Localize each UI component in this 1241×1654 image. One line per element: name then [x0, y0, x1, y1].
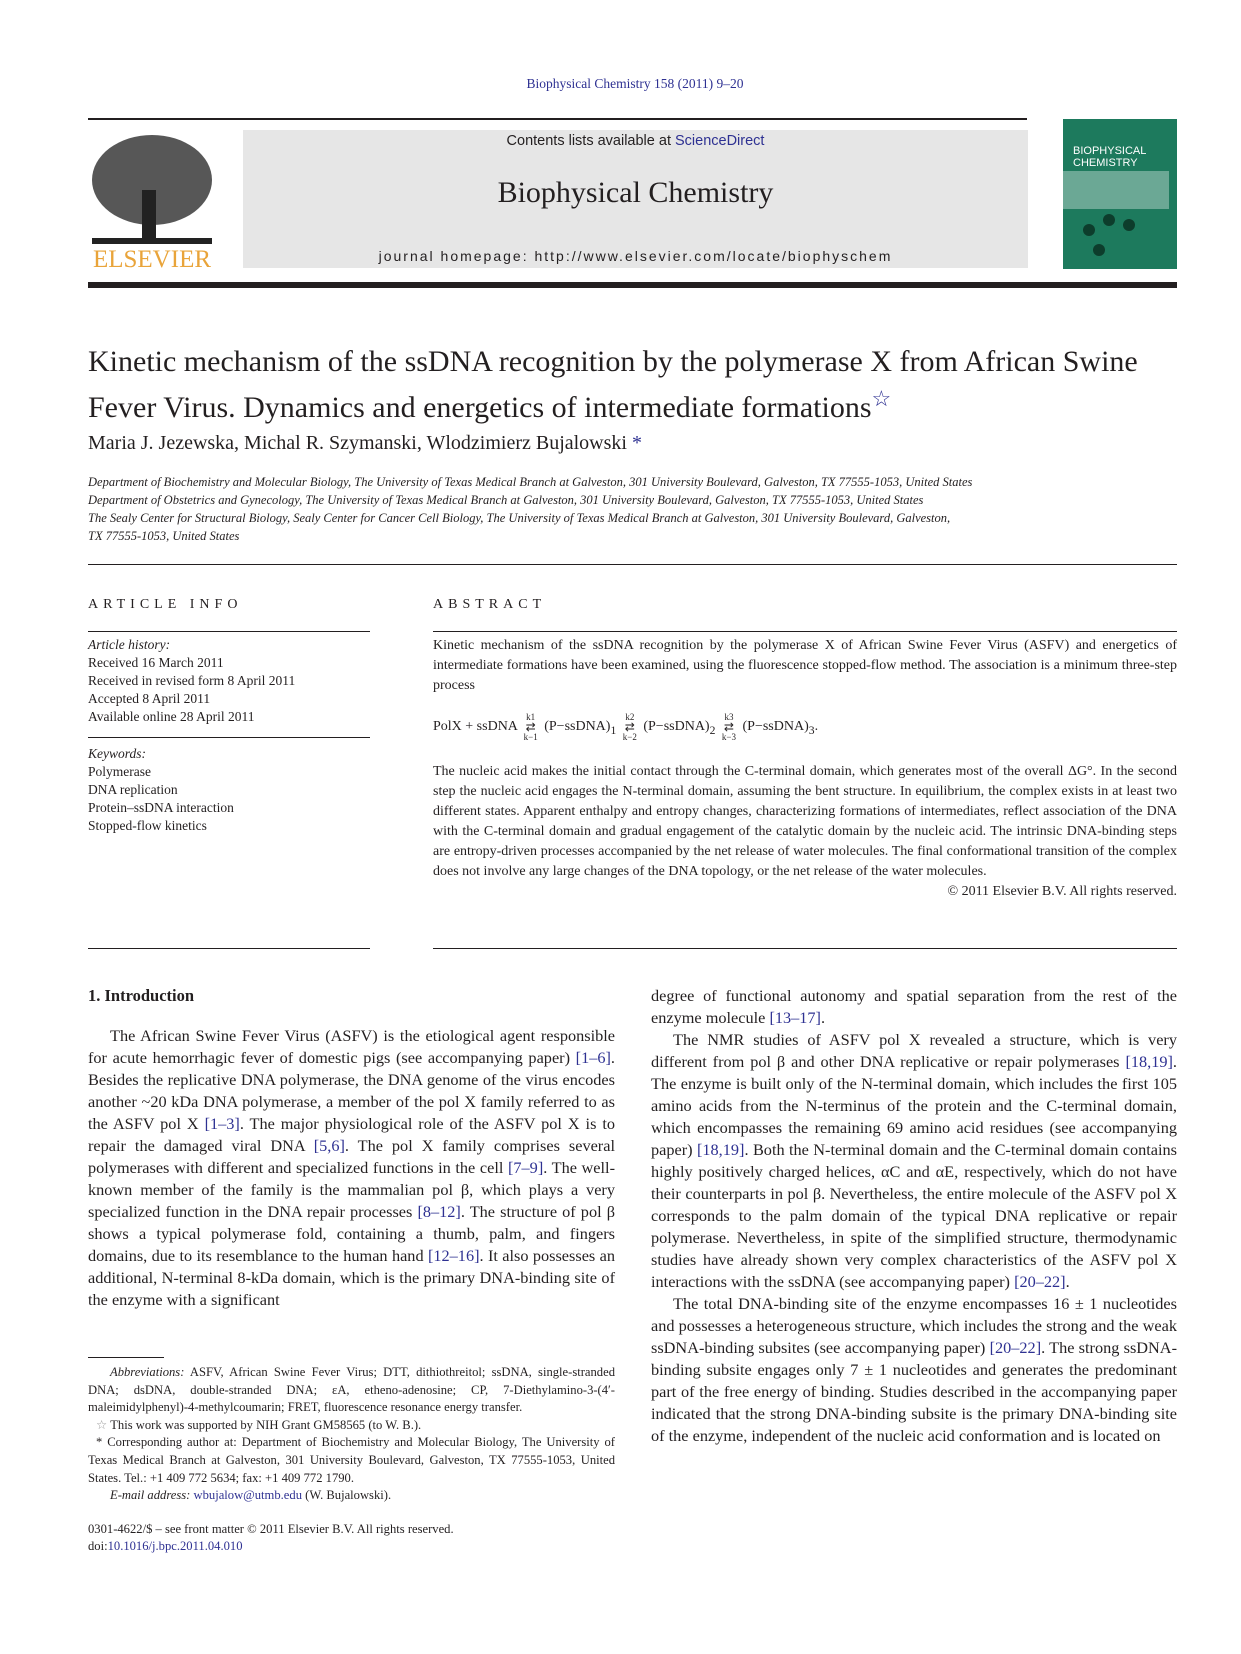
- rate-constant: k3: [724, 712, 734, 722]
- rate-constant: k−3: [721, 732, 736, 742]
- abstract-paragraph: The nucleic acid makes the initial contact through the C-terminal domain, which generates most of the overall ΔG°. In the second step the nucleic acid engages the N-terminal domain, assuming the bent structure. In equilibrium, the complex exists in at least two different states. Apparent enthalpy and entropy changes, characterizing formations of intermediates, reflect association of the DNA with the C-terminal domain and gradual engagement of the catalytic domain by the nucleic acid. The intrinsic DNA-binding steps are entropy-driven processes accompanied by the net release of water molecules. The final conformational transition of the complex does not involve any large changes of the DNA topology, or the net release of the water molecules.: [433, 764, 1177, 879]
- affiliation: TX 77555-1053, United States: [88, 529, 240, 543]
- doi-line: doi:10.1016/j.bpc.2011.04.010: [88, 1539, 243, 1554]
- abstract-body: [433, 636, 1177, 902]
- rate-constant: k1: [526, 712, 536, 722]
- journal-cover: [1063, 119, 1177, 269]
- citation-link[interactable]: [18,19]: [696, 1140, 745, 1159]
- section-heading: 1. Introduction: [88, 986, 195, 1005]
- abstract-heading: ABSTRACT: [433, 597, 547, 612]
- citation-link[interactable]: [20–22]: [1014, 1272, 1066, 1291]
- author-names: Maria J. Jezewska, Michal R. Szymanski, Wlodzimierz Bujalowski: [88, 432, 627, 454]
- citation-link[interactable]: [18,19]: [1125, 1052, 1173, 1071]
- email-link[interactable]: wbujalow@utmb.edu: [193, 1488, 302, 1503]
- keywords-label: Keywords:: [88, 746, 146, 761]
- eq-term: (P−ssDNA): [544, 719, 611, 735]
- eq-subscript: 3: [808, 724, 815, 738]
- keywords: [88, 745, 370, 835]
- divider: [88, 948, 370, 949]
- abstract-paragraph: Kinetic mechanism of the ssDNA recognition by the polymerase X of African Swine Fever Virus (ASFV) and energetics of intermediate formations have been examined, using the fluorescence stopped-flow method. The association is a minimum three-step process: [433, 638, 1177, 693]
- rate-constant: k2: [625, 712, 635, 722]
- cover-title: BIOPHYSICAL CHEMISTRY: [1073, 145, 1146, 169]
- rate-constant: k−2: [622, 732, 637, 742]
- authors: [88, 432, 642, 455]
- keyword: Protein–ssDNA interaction: [88, 800, 234, 815]
- footnotes: [88, 1364, 615, 1556]
- divider: [88, 118, 1027, 120]
- intro-paragraph: The African Swine Fever Virus (ASFV) is the etiological agent responsible for acute hemorrhagic fever of domestic pigs (see accompanying paper) [1–6]. Besides the replicative DNA polymerase, the DNA genome of the virus encodes another ~20 kDa DNA polymerase, a member of the pol X family referred to as the ASFV pol X [1–3]. The major physiological role of the ASFV pol X is to repair the damaged viral DNA [5,6]. The pol X family comprises several polymerases with different and specialized functions in the cell [7–9]. The well-known member of the family is the mammalian pol β, which plays a very specialized function in the DNA repair processes [8–12]. The structure of pol β shows a typical polymerase fold, containing a thumb, palm, and fingers domains, due to its resemblance to the human hand [12–16]. It also possesses an additional, N-terminal 8-kDa domain, which is the primary DNA-binding site of the enzyme with a significant: [88, 1026, 615, 1309]
- article-history: [88, 636, 370, 726]
- footnote-divider: [88, 1357, 164, 1358]
- right-column: [651, 985, 1177, 1447]
- elsevier-logo: [88, 130, 216, 270]
- contents-text: Contents lists available at: [506, 133, 675, 149]
- eq-subscript: 2: [709, 724, 716, 738]
- keyword: DNA replication: [88, 782, 178, 797]
- citation-link[interactable]: [12–16]: [427, 1246, 480, 1265]
- intro-paragraph: degree of functional autonomy and spatial separation from the rest of the enzyme molecule [13–17].: [651, 986, 1177, 1027]
- divider: [88, 564, 1177, 565]
- sciencedirect-link[interactable]: ScienceDirect: [675, 133, 765, 149]
- history-item: Received 16 March 2011: [88, 655, 224, 670]
- grant-footnote: ☆ This work was supported by NIH Grant GM58565 (to W. B.).: [96, 1417, 422, 1432]
- citation-link[interactable]: [7–9]: [507, 1158, 544, 1177]
- eq-term: (P−ssDNA): [643, 719, 710, 735]
- rate-arrows: k2 ⇄ k−2: [622, 712, 637, 742]
- history-item: Accepted 8 April 2011: [88, 691, 211, 706]
- svg-text:ELSEVIER: ELSEVIER: [92, 246, 212, 270]
- doi-link[interactable]: 10.1016/j.bpc.2011.04.010: [107, 1539, 243, 1554]
- journal-reference[interactable]: Biophysical Chemistry 158 (2011) 9–20: [526, 76, 744, 91]
- article-title: [88, 343, 1188, 426]
- article-info-heading: ARTICLE INFO: [88, 597, 243, 612]
- affiliation: The Sealy Center for Structural Biology, Sealy Center for Cancer Cell Biology, The University of Texas Medical Branch at Galveston, 301 University Boulevard, Galveston,: [88, 511, 951, 525]
- eq-subscript: 1: [610, 724, 617, 738]
- eq-term: .: [814, 719, 819, 735]
- history-item: Received in revised form 8 April 2011: [88, 673, 296, 688]
- intro-paragraph: The NMR studies of ASFV pol X revealed a structure, which is very different from pol β and other DNA replicative or repair polymerases [18,19]. The enzyme is built only of the N-terminal domain, which includes the first 105 amino acids from the N-terminus of the protein and the C-terminal domain, which encompasses the remaining 69 amino acid residues (see accompanying paper) [18,19]. Both the N-terminal domain and the C-terminal domain contains highly positively charged helices, αC and αE, respectively, which do not have their counterparts in pol β. Nevertheless, the entire molecule of the ASFV pol X corresponds to the palm domain of the typical DNA replicative or repair polymerase. Nevertheless, in spite of the simplified structure, thermodynamic studies have already shown very complex characteristics of the ASFV pol X interactions with the ssDNA (see accompanying paper) [20–22].: [651, 1030, 1177, 1291]
- corresponding-footnote: * Corresponding author at: Department of Biochemistry and Molecular Biology, The University of Texas Medical Branch at Galveston, 301 University Boulevard, Galveston, TX 77555-1053, United States. Tel.: +1 409 772 5634; fax: +1 409 772 1790.: [88, 1435, 615, 1485]
- email-footnote: E-mail address: wbujalow@utmb.edu (W. Bujalowski).: [110, 1488, 392, 1503]
- affiliation: Department of Obstetrics and Gynecology, The University of Texas Medical Branch at Galveston, 301 University Boulevard, Galveston, TX 77555-1053, United States: [88, 493, 924, 507]
- title-text: Kinetic mechanism of the ssDNA recognition by the polymerase X from African Swine Fever Virus. Dynamics and energetics of intermediate formations: [88, 345, 1138, 424]
- keyword: Polymerase: [88, 764, 151, 779]
- rate-constant: k−1: [523, 732, 538, 742]
- affiliation: Department of Biochemistry and Molecular Biology, The University of Texas Medical Branch at Galveston, 301 University Boulevard, Galveston, TX 77555-1053, United States: [88, 475, 973, 489]
- divider: [88, 737, 370, 738]
- front-matter: 0301-4622/$ – see front matter © 2011 Elsevier B.V. All rights reserved.: [88, 1521, 454, 1536]
- rate-arrows: k3 ⇄ k−3: [721, 712, 736, 742]
- history-item: Available online 28 April 2011: [88, 709, 255, 724]
- citation-link[interactable]: [8–12]: [417, 1202, 461, 1221]
- citation-link[interactable]: [20–22]: [989, 1338, 1042, 1357]
- citation-link[interactable]: [1–3]: [204, 1114, 240, 1133]
- intro-paragraph: The total DNA-binding site of the enzyme encompasses 16 ± 1 nucleotides and possesses a heterogeneous structure, which includes the strong and the weak ssDNA-binding subsites (see accompanying paper) [20–22]. The strong ssDNA-binding subsite engages only 7 ± 1 nucleotides and generates the predominant part of the free energy of binding. Studies described in the accompanying paper indicated that the strong DNA-binding subsite is the primary DNA-binding site of the enzyme, independent of the nucleic acid conformation and is located on: [651, 1294, 1177, 1445]
- citation-link[interactable]: [13–17]: [769, 1008, 821, 1027]
- keyword: Stopped-flow kinetics: [88, 818, 207, 833]
- header-bar: [88, 282, 1177, 288]
- divider: [433, 948, 1177, 949]
- citation-link[interactable]: [5,6]: [313, 1136, 345, 1155]
- eq-term: (P−ssDNA): [742, 719, 809, 735]
- citation-link[interactable]: [1–6]: [575, 1048, 611, 1067]
- left-column: [88, 985, 615, 1311]
- journal-title: Biophysical Chemistry: [497, 176, 774, 209]
- corresponding-author-mark[interactable]: *: [631, 432, 642, 454]
- title-footnote-star[interactable]: ☆: [871, 386, 892, 411]
- contents-line: [243, 133, 1028, 149]
- divider: [88, 631, 370, 632]
- abstract-copyright: © 2011 Elsevier B.V. All rights reserved.: [947, 884, 1177, 899]
- rate-arrows: k1 ⇄ k−1: [523, 712, 538, 742]
- divider: [433, 631, 1177, 632]
- history-label: Article history:: [88, 637, 171, 652]
- affiliations: [88, 473, 1177, 545]
- journal-homepage[interactable]: journal homepage: http://www.elsevier.com/locate/biophyschem: [378, 248, 893, 264]
- reaction-scheme: [433, 712, 1177, 742]
- eq-term: PolX + ssDNA: [433, 719, 518, 735]
- abbreviations-footnote: Abbreviations: ASFV, African Swine Fever Virus; DTT, dithiothreitol; ssDNA, single-stranded DNA; dsDNA, double-stranded DNA; εA, etheno-adenosine; CP, 7-Diethylamino-3-(4′-maleimidylphenyl)-4-methylcoumarin; FRET, fluorescence resonance energy transfer.: [88, 1365, 615, 1415]
